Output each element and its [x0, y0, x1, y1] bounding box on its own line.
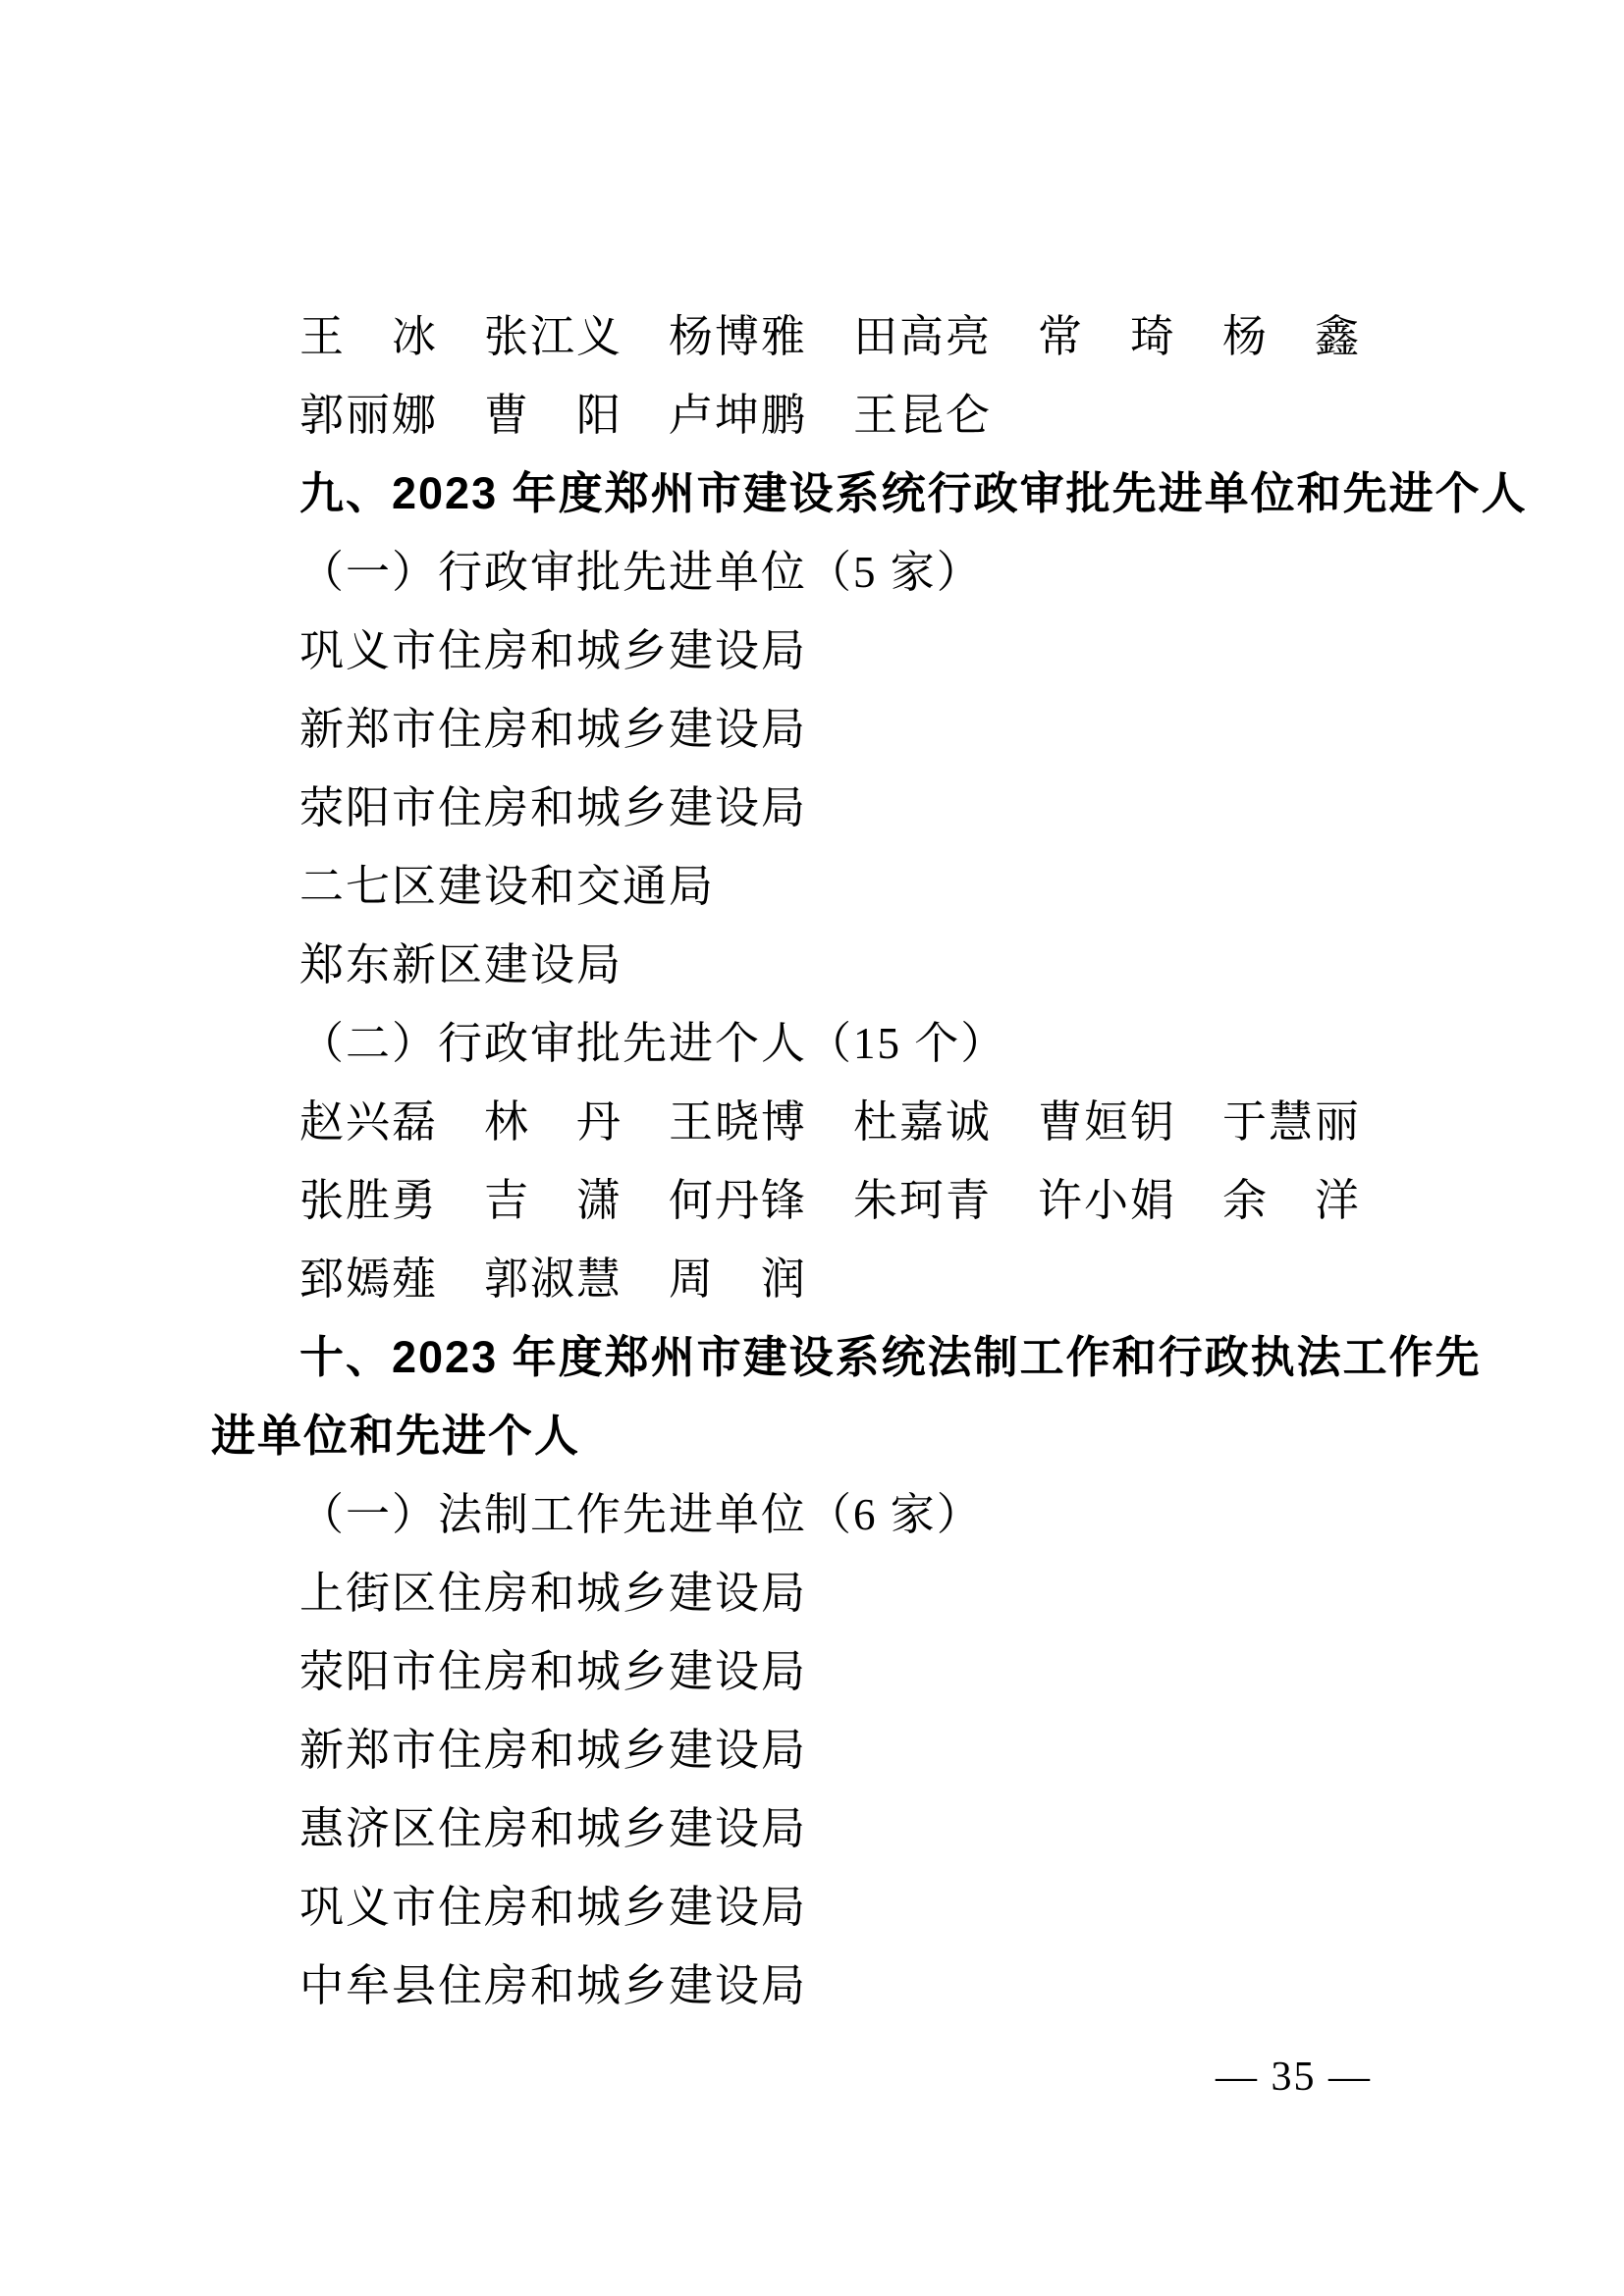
unit-item: 上街区住房和城乡建设局 [299, 1569, 808, 1618]
unit-item: 新郑市住房和城乡建设局 [299, 1726, 808, 1775]
section-ten-unit-subheading: （一）法制工作先进单位（6 家） [299, 1490, 983, 1539]
unit-item: 中牟县住房和城乡建设局 [299, 1961, 808, 2010]
section-nine-unit-subheading: （一）行政审批先进单位（5 家） [299, 548, 983, 597]
names-row: 赵兴磊 林 丹 王晓博 杜嘉诚 曹姮钥 于慧丽 [299, 1097, 1362, 1147]
names-row: 王 冰 张江义 杨博雅 田高亮 常 琦 杨 鑫 [299, 312, 1362, 361]
unit-item: 郑东新区建设局 [299, 940, 623, 989]
unit-item: 荥阳市住房和城乡建设局 [299, 783, 808, 832]
names-row: 郭丽娜 曹 阳 卢坤鹏 王昆仑 [299, 391, 993, 440]
unit-item: 新郑市住房和城乡建设局 [299, 705, 808, 754]
section-nine-heading: 九、2023 年度郑州市建设系统行政审批先进单位和先进个人 [299, 468, 1528, 518]
unit-item: 二七区建设和交通局 [299, 862, 716, 911]
names-row: 张胜勇 吉 潇 何丹锋 朱珂青 许小娟 余 洋 [299, 1176, 1362, 1225]
document-body [211, 297, 1528, 2025]
section-ten-heading-line1: 十、2023 年度郑州市建设系统法制工作和行政执法工作先 [299, 1332, 1482, 1382]
section-ten-heading-line2: 进单位和先进个人 [211, 1411, 581, 1461]
unit-item: 巩义市住房和城乡建设局 [299, 1883, 808, 1932]
section-nine-person-subheading: （二）行政审批先进个人（15 个） [299, 1019, 1007, 1068]
footer-page-number: — 35 — [1216, 2055, 1372, 2100]
unit-item: 惠济区住房和城乡建设局 [299, 1804, 808, 1853]
unit-item: 巩义市住房和城乡建设局 [299, 626, 808, 675]
names-row: 郅嫣薤 郭淑慧 周 润 [299, 1255, 808, 1304]
unit-item: 荥阳市住房和城乡建设局 [299, 1647, 808, 1696]
